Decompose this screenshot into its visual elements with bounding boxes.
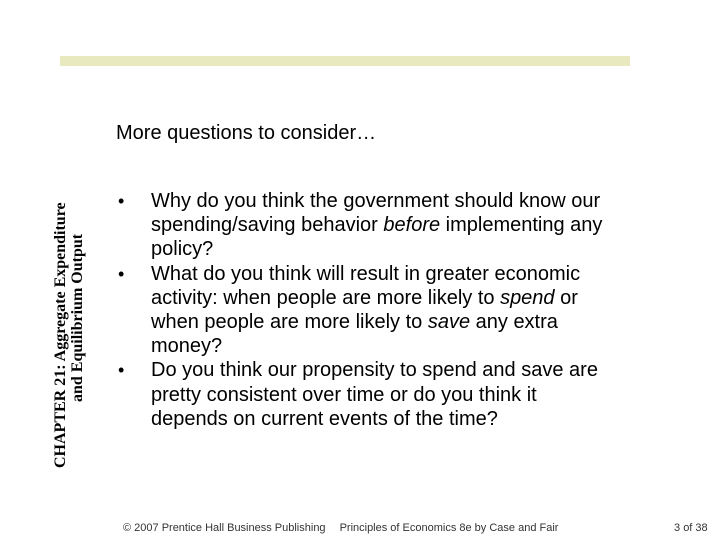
emphasis: save [427,311,471,334]
question-item [118,189,608,262]
question-list [118,189,608,431]
book-title: Principles of Economics 8e by Case and Fair [339,522,559,534]
question-text: Why do you think the government should know our spending/saving behavior before implementing any policy? [151,190,603,261]
slide-heading: More questions to consider… [116,122,377,144]
page-total: of 38 [683,522,708,534]
emphasis: before [383,214,441,237]
question-item [118,262,608,359]
bullet-icon: • [118,360,125,381]
emphasis: spend [500,286,555,309]
chapter-title-line2: and Equilibrium Output [69,233,86,402]
copyright-text: © 2007 Prentice Hall Business Publishing [123,522,326,534]
chapter-title-line1: CHAPTER 21: Aggregate Expenditure [52,202,69,468]
bullet-icon: • [118,191,125,211]
question-item [118,358,608,431]
header-accent-bar [60,56,630,66]
footer-credits [123,522,558,534]
question-text: What do you think will result in greater economic activity: when people are more likely to spend or when people are more likely to save any extra money? [151,262,581,358]
bullet-icon: • [118,263,125,284]
page-indicator [674,522,708,534]
chapter-sidebar [0,0,86,540]
page-number: 3 [674,522,681,534]
question-text: Do you think our propensity to spend and save are pretty consistent over time or do you think it depends on current events of the time? [151,359,598,430]
